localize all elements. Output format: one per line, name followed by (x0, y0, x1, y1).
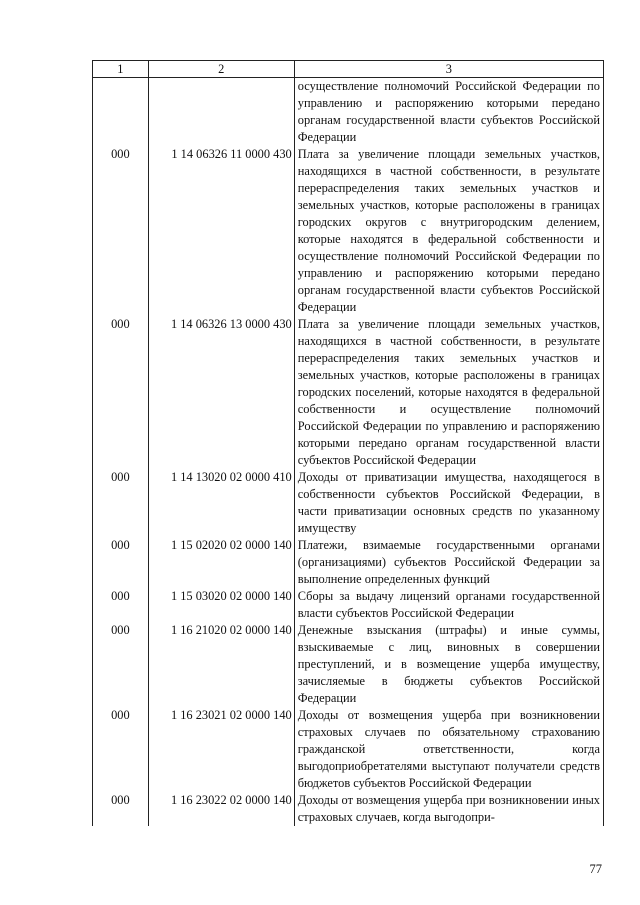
admin-code-cell: 000 (93, 588, 149, 622)
admin-code-cell (93, 78, 149, 147)
table-header (93, 61, 604, 78)
kbk-code-cell (148, 78, 294, 147)
table-row (93, 792, 604, 826)
admin-code-cell: 000 (93, 537, 149, 588)
header-col-1: 1 (93, 61, 149, 78)
header-col-3: 3 (294, 61, 603, 78)
kbk-code-cell: 1 16 21020 02 0000 140 (148, 622, 294, 707)
revenue-codes-table (92, 60, 604, 826)
kbk-code-cell: 1 14 06326 13 0000 430 (148, 316, 294, 469)
admin-code-cell: 000 (93, 469, 149, 537)
admin-code-cell: 000 (93, 707, 149, 792)
table-body (93, 78, 604, 827)
revenue-name-cell: Денежные взыскания (штрафы) и иные суммы, взыскиваемые с лиц, виновных в совершении преступлений, и в возмещение ущерба имуществу, зачисляемые в бюджеты субъектов Российской Федерации (294, 622, 603, 707)
admin-code-cell: 000 (93, 622, 149, 707)
revenue-name-cell: Плата за увеличение площади земельных участков, находящихся в частной собственности, в результате перераспределения таких земельных участков и земельных участков, которые расположены в границах городских округов с внутригородским делением, которые находятся в федеральной собственности и осуществление полномочий Российской Федерации по управлению и распоряжению которыми передано органам государственной власти субъектов Российской Федерации (294, 146, 603, 316)
kbk-code-cell: 1 16 23022 02 0000 140 (148, 792, 294, 826)
revenue-name-cell: Плата за увеличение площади земельных участков, находящихся в частной собственности, в результате перераспределения таких земельных участков и земельных участков, которые расположены в границах городских поселений, которые находятся в федеральной собственности и осуществление полномочий Российской Федерации по управлению и распоряжению которыми передано органам государственной власти субъектов Российской Федерации (294, 316, 603, 469)
kbk-code-cell: 1 16 23021 02 0000 140 (148, 707, 294, 792)
revenue-name-cell: Платежи, взимаемые государственными органами (организациями) субъектов Российской Федерации за выполнение определенных функций (294, 537, 603, 588)
revenue-name-cell: Доходы от приватизации имущества, находящегося в собственности субъектов Российской Федерации, в части приватизации основных средств по указанному имуществу (294, 469, 603, 537)
kbk-code-cell: 1 14 13020 02 0000 410 (148, 469, 294, 537)
header-col-2: 2 (148, 61, 294, 78)
page-number: 77 (589, 862, 602, 876)
table-row (93, 588, 604, 622)
admin-code-cell: 000 (93, 146, 149, 316)
revenue-name-cell: Сборы за выдачу лицензий органами государственной власти субъектов Российской Федерации (294, 588, 603, 622)
table-row (93, 316, 604, 469)
revenue-name-cell: осуществление полномочий Российской Федерации по управлению и распоряжению которыми передано органам государственной власти субъектов Российской Федерации (294, 78, 603, 147)
kbk-code-cell: 1 15 03020 02 0000 140 (148, 588, 294, 622)
revenue-name-cell: Доходы от возмещения ущерба при возникновении иных страховых случаев, когда выгодопри- (294, 792, 603, 826)
header-row (93, 61, 604, 78)
table-row (93, 707, 604, 792)
kbk-code-cell: 1 14 06326 11 0000 430 (148, 146, 294, 316)
admin-code-cell: 000 (93, 792, 149, 826)
admin-code-cell: 000 (93, 316, 149, 469)
table-row (93, 469, 604, 537)
revenue-name-cell: Доходы от возмещения ущерба при возникновении страховых случаев по обязательному страхованию гражданской ответственности, когда выгодоприобретателями выступают получатели средств бюджетов субъектов Российской Федерации (294, 707, 603, 792)
table-row (93, 78, 604, 147)
kbk-code-cell: 1 15 02020 02 0000 140 (148, 537, 294, 588)
table-row (93, 146, 604, 316)
table-row (93, 622, 604, 707)
table-row (93, 537, 604, 588)
